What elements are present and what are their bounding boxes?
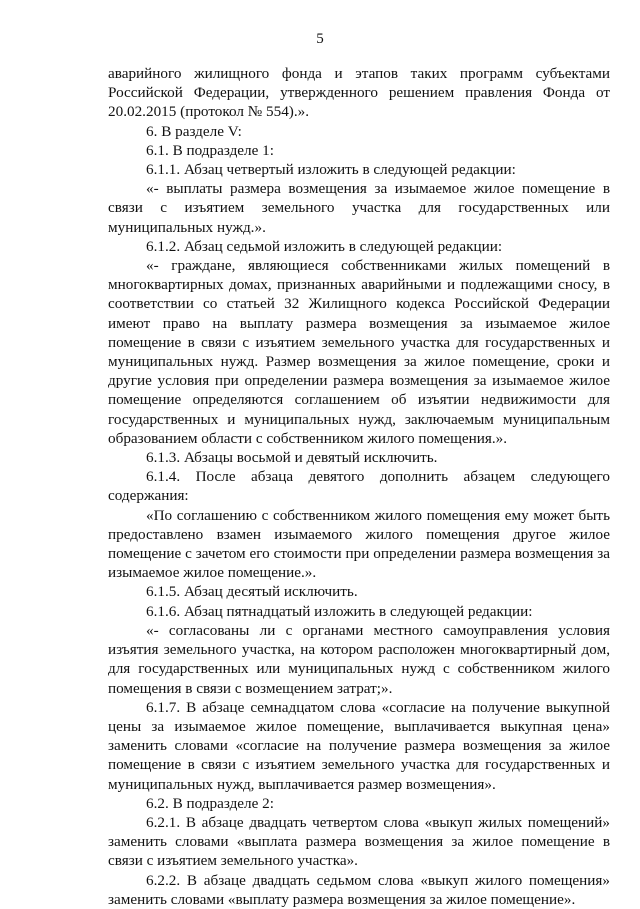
paragraph-quote-1: «- выплаты размера возмещения за изымаемое жилое помещение в связи с изъятием земельного участка для государственных или муниципальных нужд.». (108, 180, 610, 236)
paragraph-quote-2: «- граждане, являющиеся собственниками жилых помещений в многоквартирных домах, признанных аварийными и подлежащими сносу, в соответствии со статьей 32 Жилищного кодекса Российской Федерации имеют право на выплату размера возмещения за изымаемое жилое помещение в связи с изъятием земельного участка для государственных и муниципальных нужд. Размер возмещения за жилое помещение, сроки и другие условия при определении размера возмещения за изымаемое жилое помещение определяются соглашением об изъятии недвижимости для государственных и муниципальных нужд, заключаемым муниципальным образованием области с собственником жилого помещения.». (108, 257, 610, 447)
paragraph-6-1-3: 6.1.3. Абзацы восьмой и девятый исключить. (146, 449, 438, 467)
page-number: 5 (316, 31, 324, 47)
paragraph-6-1-2: 6.1.2. Абзац седьмой изложить в следующей редакции: (146, 237, 503, 255)
paragraph-6-1-7: 6.1.7. В абзаце семнадцатом слова «согласие на получение выкупной цены за изымаемое жилое помещение, выплачивается выкупная цена» заменить словами «согласие на получение размера возмещения за жилое помещение в связи с изъятием земельного участка для государственных и муниципальных нужд, выплачивается размер возмещения». (108, 698, 610, 793)
paragraph-quote-3: «По соглашению с собственником жилого помещения ему может быть предоставлено взамен изымаемого жилого помещения другое жилое помещение с зачетом его стоимости при определении размера возмещения за изымаемое жилое помещение.». (108, 506, 610, 582)
paragraph-6-1-6: 6.1.6. Абзац пятнадцатый изложить в следующей редакции: (146, 602, 533, 620)
paragraph-quote-4: «- согласованы ли с органами местного самоуправления условия изъятия земельного участка, на котором расположен многоквартирный дом, для государственных или муниципальных нужд с собственником жилого помещения в связи с возмещением затрат;». (108, 621, 610, 697)
document-body (108, 64, 610, 909)
paragraph-section-6: 6. В разделе V: (146, 122, 242, 140)
paragraph-6-1-4: 6.1.4. После абзаца девятого дополнить абзацем следующего содержания: (108, 468, 610, 505)
paragraph-6-1-5: 6.1.5. Абзац десятый исключить. (146, 583, 358, 601)
paragraph-continuation: аварийного жилищного фонда и этапов таких программ субъектами Российской Федерации, утвержденного решением правления Фонда от 20.02.2015 (протокол № 554).». (108, 65, 610, 121)
paragraph-6-2-2: 6.2.2. В абзаце двадцать седьмом слова «выкуп жилого помещения» заменить словами «выплату размера возмещения за жилое помещение». (108, 871, 610, 908)
paragraph-6-1-1: 6.1.1. Абзац четвертый изложить в следующей редакции: (146, 161, 516, 179)
paragraph-6-1: 6.1. В подразделе 1: (146, 141, 274, 159)
paragraph-6-2: 6.2. В подразделе 2: (146, 794, 274, 812)
paragraph-6-2-1: 6.2.1. В абзаце двадцать четвертом слова «выкуп жилых помещений» заменить словами «выплата размера возмещения за жилое помещение в связи с изъятием земельного участка». (108, 813, 610, 870)
